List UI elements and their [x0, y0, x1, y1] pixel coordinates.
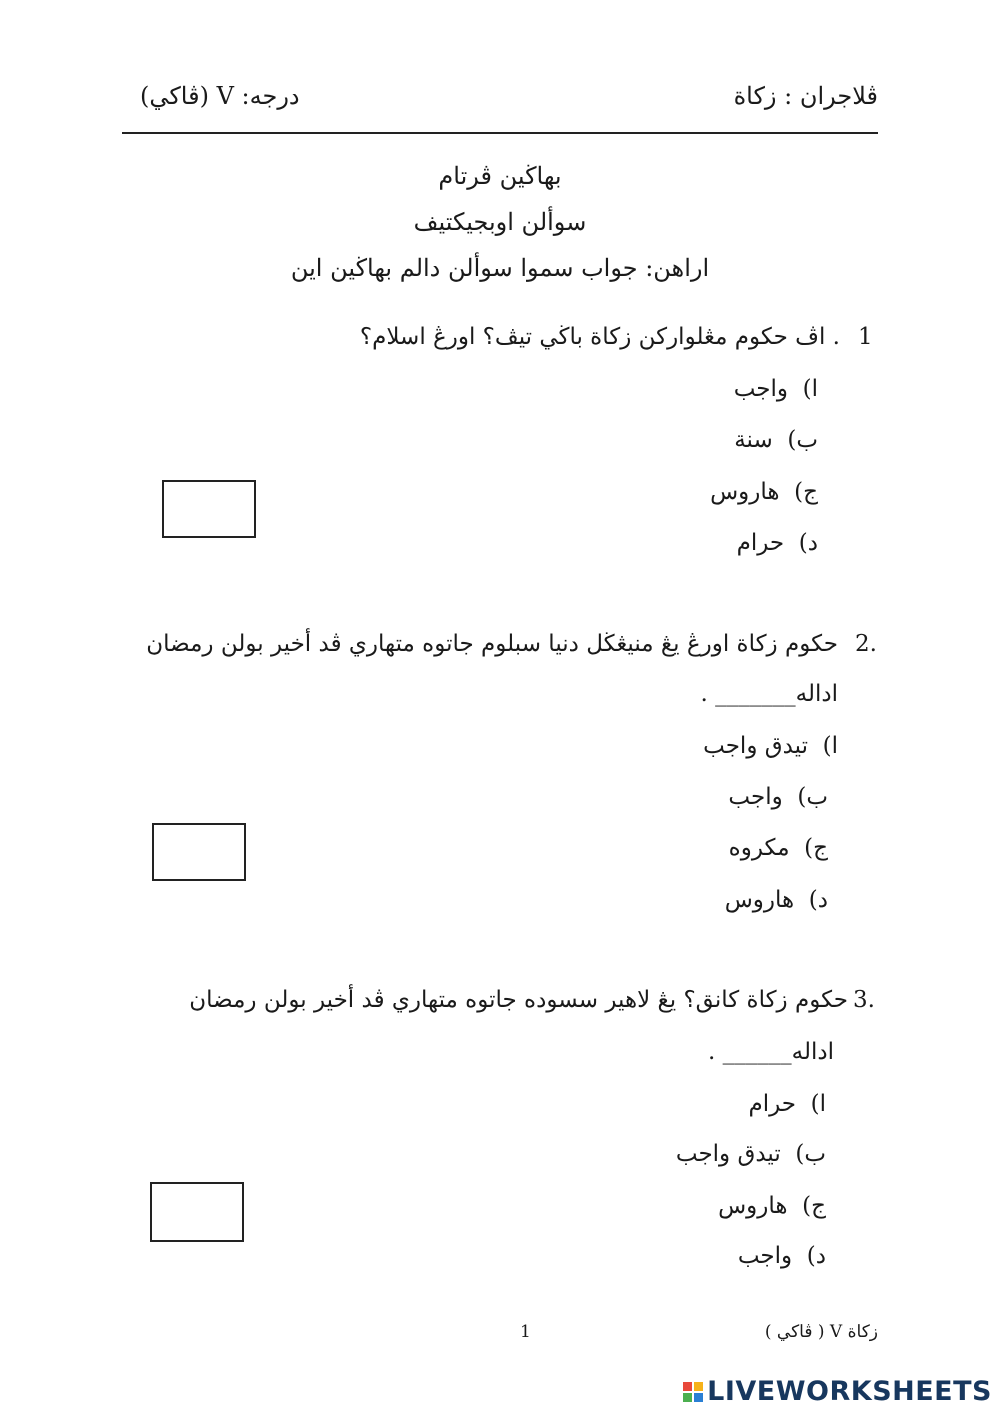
subject-label: ڤلاجران : زكاة — [733, 82, 878, 110]
option-text: سنة — [734, 427, 773, 453]
answer-box-3[interactable] — [150, 1182, 244, 1242]
option-c — [729, 835, 828, 861]
option-a — [734, 376, 818, 402]
option-letter: ا) — [822, 733, 838, 759]
option-letter: ا) — [802, 376, 818, 402]
option-letter: د) — [808, 887, 828, 913]
grade-label: درجه: V (ڤاكي) — [140, 82, 300, 110]
option-d — [737, 530, 818, 556]
question-number: 3. — [853, 987, 875, 1013]
option-letter: ب) — [797, 784, 828, 810]
option-d — [738, 1243, 826, 1269]
question-number: 2. — [855, 631, 877, 657]
option-letter: ج) — [804, 835, 828, 861]
footer-label: زكاة V ( ڤاكي ) — [764, 1322, 878, 1342]
option-text: هاروس — [718, 1193, 788, 1219]
page-number: 1 — [520, 1322, 531, 1342]
question-text-cont: اداله______ . — [708, 1039, 834, 1065]
option-text: حرام — [748, 1091, 796, 1117]
option-text: حرام — [736, 530, 785, 556]
answer-box-2[interactable] — [152, 823, 246, 881]
option-a — [703, 733, 838, 759]
option-text: تيدق واجب — [675, 1141, 781, 1167]
option-letter: ب) — [795, 1141, 826, 1167]
question-number: 1 — [858, 324, 873, 350]
option-d — [725, 887, 828, 913]
option-text: واجب — [728, 784, 783, 810]
answer-box-1[interactable] — [162, 480, 256, 538]
section-title: بهاڬين ڤرتام — [438, 162, 562, 190]
option-text: واجب — [737, 1243, 793, 1269]
option-a — [748, 1091, 826, 1117]
option-b — [676, 1141, 826, 1167]
option-text: هاروس — [710, 479, 780, 505]
option-letter: د) — [798, 530, 818, 556]
brand-watermark — [683, 1376, 992, 1407]
option-b — [728, 784, 828, 810]
section-subtitle: سوألن اوبجيكتيف — [413, 208, 587, 236]
brand-name: LIVEWORKSHEETS — [707, 1376, 992, 1407]
option-text: هاروس — [724, 887, 795, 913]
option-letter: ج) — [794, 479, 818, 505]
option-c — [718, 1193, 826, 1219]
option-letter: د) — [806, 1243, 826, 1269]
option-text: واجب — [733, 376, 788, 402]
instructions: اراهن: جواب سموا سوألن دالم بهاڬين اين — [290, 254, 710, 282]
header-divider — [122, 132, 878, 134]
option-text: مكروه — [728, 835, 790, 861]
option-letter: ب) — [787, 427, 818, 453]
option-letter: ا) — [810, 1091, 826, 1117]
option-letter: ج) — [802, 1193, 826, 1219]
question-text: . اڤ حكوم مڠلواركن زكاة باڬي تيڤ؟ اورڠ اسلام؟ — [359, 324, 840, 350]
option-b — [734, 427, 818, 453]
question-text: حكوم زكاة اورڠ يڠ منيڠڬل دنيا سبلوم جاتوه متهاري ڤد أخير بولن رمضان — [146, 631, 838, 657]
option-text: تيدق واجب — [703, 733, 808, 759]
option-c — [710, 479, 818, 505]
liveworksheets-logo-icon — [683, 1382, 703, 1402]
question-text-cont: اداله_______ . — [700, 681, 838, 707]
question-text: حكوم زكاة كانق؟ يڠ لاهير سسوده جاتوه متهاري ڤد أخير بولن رمضان — [189, 987, 848, 1013]
